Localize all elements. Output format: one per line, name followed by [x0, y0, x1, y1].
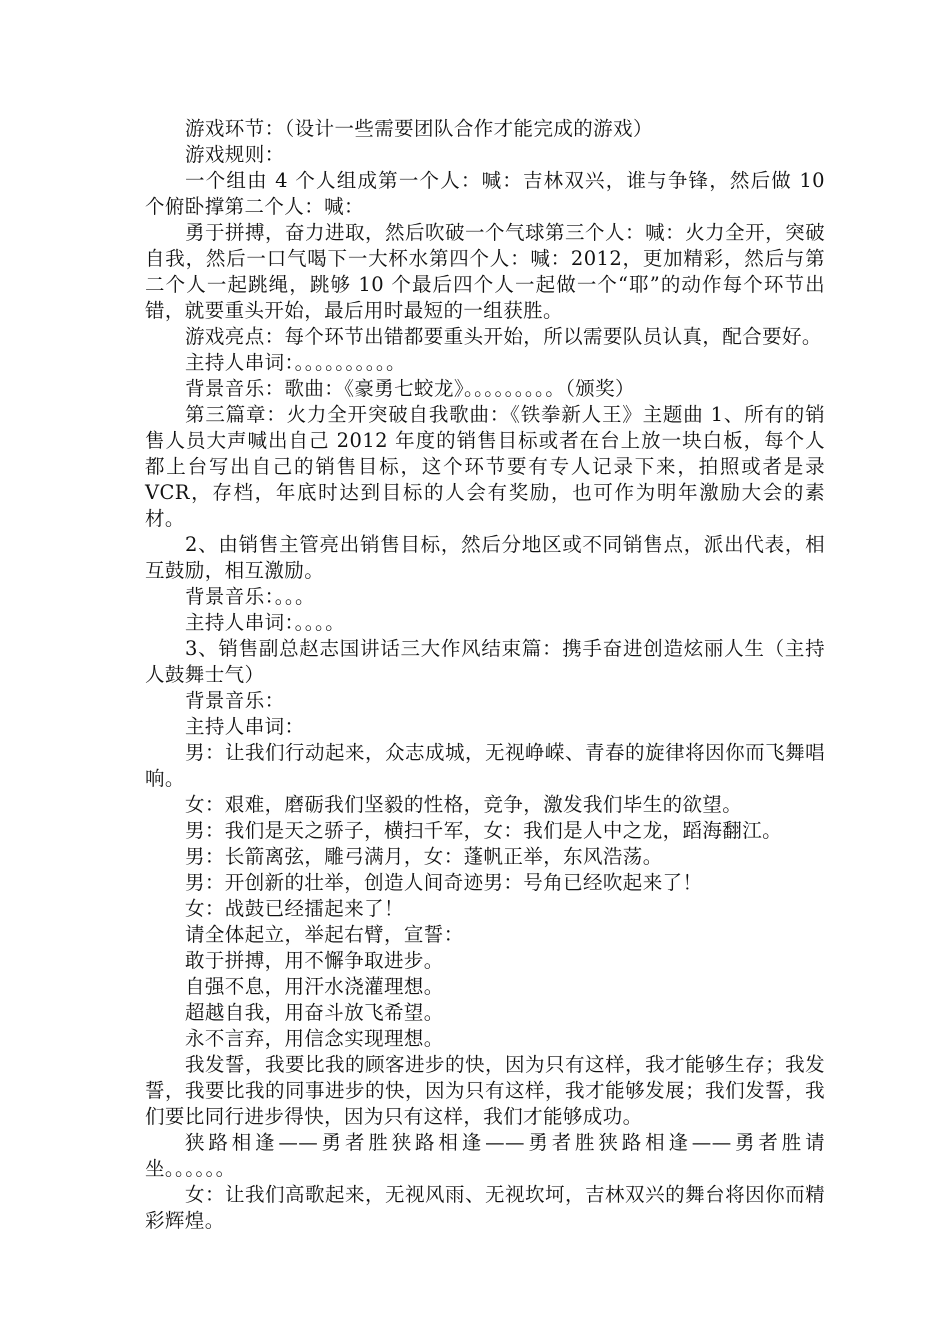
paragraph-vp-speech: 3、销售副总赵志国讲话三大作风结束篇：携手奋进创造炫丽人生（主持人鼓舞士气）	[145, 637, 825, 686]
paragraph-oath-1: 敢于拼搏，用不懈争取进步。	[185, 949, 444, 972]
paragraph-game-rules: 游戏规则：	[185, 143, 285, 166]
paragraph-host-lines-1: 主持人串词：。。。。。。。。。。	[185, 351, 406, 374]
paragraph-rules-detail-1: 一个组由 4 个人组成第一个人：喊：吉林双兴，谁与争锋，然后做 10 个俯卧撑第二个人：喊：	[145, 169, 825, 218]
paragraph-game-highlight: 游戏亮点：每个环节出错都要重头开始，所以需要队员认真，配合要好。	[185, 325, 822, 348]
paragraph-dialogue-3: 男：我们是天之骄子，横扫千军，女：我们是人中之龙，蹈海翻江。	[185, 819, 783, 842]
paragraph-oath-2: 自强不息，用汗水浇灌理想。	[185, 975, 444, 998]
paragraph-dialogue-4: 男：长箭离弦，雕弓满月，女：蓬帆正举，东风浩荡。	[185, 845, 663, 868]
paragraph-bgm-1: 背景音乐：歌曲：《豪勇七蛟龙》。。。。。。。。。（颁奖）	[185, 377, 635, 400]
paragraph-vow: 我发誓，我要比我的顾客进步的快，因为只有这样，我才能够生存；我发誓，我要比我的同事进步的快，因为只有这样，我才能够发展；我们发誓，我们要比同行进步得快，因为只有这样，我们才能够成功。	[145, 1053, 825, 1128]
paragraph-brave-wins: 狭路相逢——勇者胜狭路相逢——勇者胜狭路相逢——勇者胜请坐。。。。。。	[145, 1131, 825, 1180]
paragraph-sales-targets: 2、由销售主管亮出销售目标，然后分地区或不同销售点，派出代表，相互鼓励，相互激励。	[145, 533, 825, 582]
paragraph-oath-intro: 请全体起立，举起右臂，宣誓：	[185, 923, 464, 946]
paragraph-dialogue-2: 女：艰难，磨砺我们坚毅的性格，竞争，激发我们毕生的欲望。	[185, 793, 743, 816]
paragraph-closing: 女：让我们高歌起来，无视风雨、无视坎坷，吉林双兴的舞台将因你而精彩辉煌。	[145, 1183, 825, 1232]
paragraph-oath-4: 永不言弃，用信念实现理想。	[185, 1027, 444, 1050]
paragraph-dialogue-6: 女：战鼓已经擂起来了！	[185, 897, 404, 920]
paragraph-dialogue-1: 男：让我们行动起来，众志成城，无视峥嵘、青春的旋律将因你而飞舞唱响。	[145, 741, 825, 790]
paragraph-host-lines-2: 主持人串词：。。。。	[185, 611, 346, 634]
paragraph-game-section: 游戏环节：（设计一些需要团队合作才能完成的游戏）	[185, 117, 653, 140]
paragraph-chapter-three: 第三篇章：火力全开突破自我歌曲：《铁拳新人王》主题曲 1、所有的销售人员大声喊出自己 2012 年度的销售目标或者在台上放一块白板，每个人都上台写出自己的销售目标，这个环节要有专人记录下来，拍照或者是录 VCR，存档，年底时达到目标的人会有奖励，也可作为明年激励大会的素材。	[145, 403, 825, 530]
paragraph-dialogue-5: 男：开创新的壮举，创造人间奇迹男：号角已经吹起来了！	[185, 871, 703, 894]
paragraph-oath-3: 超越自我，用奋斗放飞希望。	[185, 1001, 444, 1024]
paragraph-rules-detail-2: 勇于拼搏，奋力进取，然后吹破一个气球第三个人：喊：火力全开，突破自我，然后一口气喝下一大杯水第四个人：喊：2012，更加精彩，然后与第二个人一起跳绳，跳够 10 个最后四个人一起做一个“耶”的动作每个环节出错，就要重头开始，最后用时最短的一组获胜。	[145, 221, 825, 322]
paragraph-bgm-2: 背景音乐：。。。	[185, 585, 315, 608]
paragraph-host-lines-3: 主持人串词：	[185, 715, 305, 738]
paragraph-bgm-3: 背景音乐：	[185, 689, 285, 712]
document-body	[145, 116, 825, 1234]
